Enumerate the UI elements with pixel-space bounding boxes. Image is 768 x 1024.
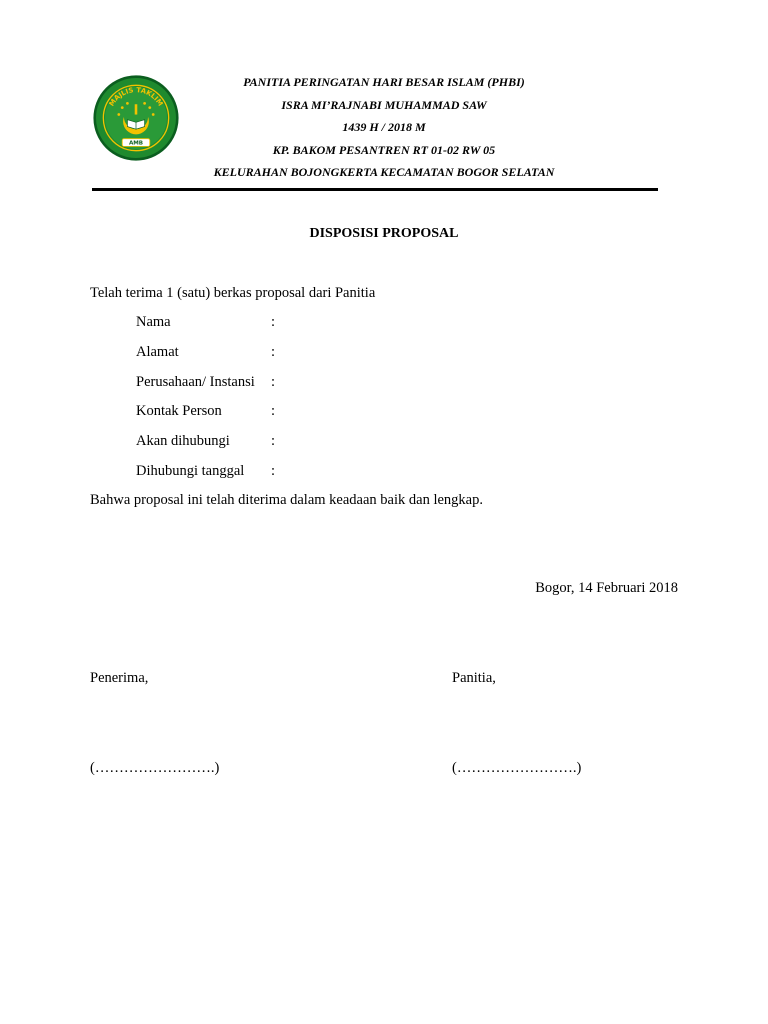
field-label: Dihubungi tanggal [136, 463, 245, 479]
field-label: Nama [136, 314, 171, 330]
field-colon: : [271, 403, 276, 419]
letterhead [200, 74, 568, 187]
field-label: Alamat [136, 344, 179, 360]
letterhead-line: ISRA MI’RAJNABI MUHAMMAD SAW [281, 97, 487, 112]
committee-label: Panitia, [452, 670, 496, 686]
organization-logo [93, 75, 179, 161]
field-colon: : [271, 314, 276, 330]
letterhead-line: 1439 H / 2018 M [342, 120, 426, 134]
field-colon: : [271, 374, 276, 390]
header-divider [92, 188, 658, 191]
place-date: Bogor, 14 Februari 2018 [535, 580, 678, 596]
field-label: Kontak Person [136, 403, 222, 419]
document-title: DISPOSISI PROPOSAL [309, 226, 459, 241]
logo-top-text: MAJLIS TAKLIM [107, 86, 165, 108]
letterhead-line: PANITIA PERINGATAN HARI BESAR ISLAM (PHBI) [243, 75, 525, 89]
committee-signature-blank: (…………………….) [452, 760, 582, 776]
field-label: Perusahaan/ Instansi [136, 374, 255, 390]
receiver-signature-blank: (…………………….) [90, 760, 220, 776]
logo-bottom-text: AMB [128, 140, 144, 147]
intro-text: Telah terima 1 (satu) berkas proposal dari Panitia [90, 285, 376, 301]
field-colon: : [271, 463, 276, 479]
letterhead-line: KP. BAKOM PESANTREN RT 01-02 RW 05 [272, 142, 496, 157]
field-label: Akan dihubungi [136, 433, 230, 449]
field-colon: : [271, 344, 276, 360]
statement-text: Bahwa proposal ini telah diterima dalam keadaan baik dan lengkap. [90, 492, 483, 508]
receiver-label: Penerima, [90, 670, 149, 686]
field-colon: : [271, 433, 276, 449]
letterhead-line: KELURAHAN BOJONGKERTA KECAMATAN BOGOR SELATAN [213, 165, 555, 179]
